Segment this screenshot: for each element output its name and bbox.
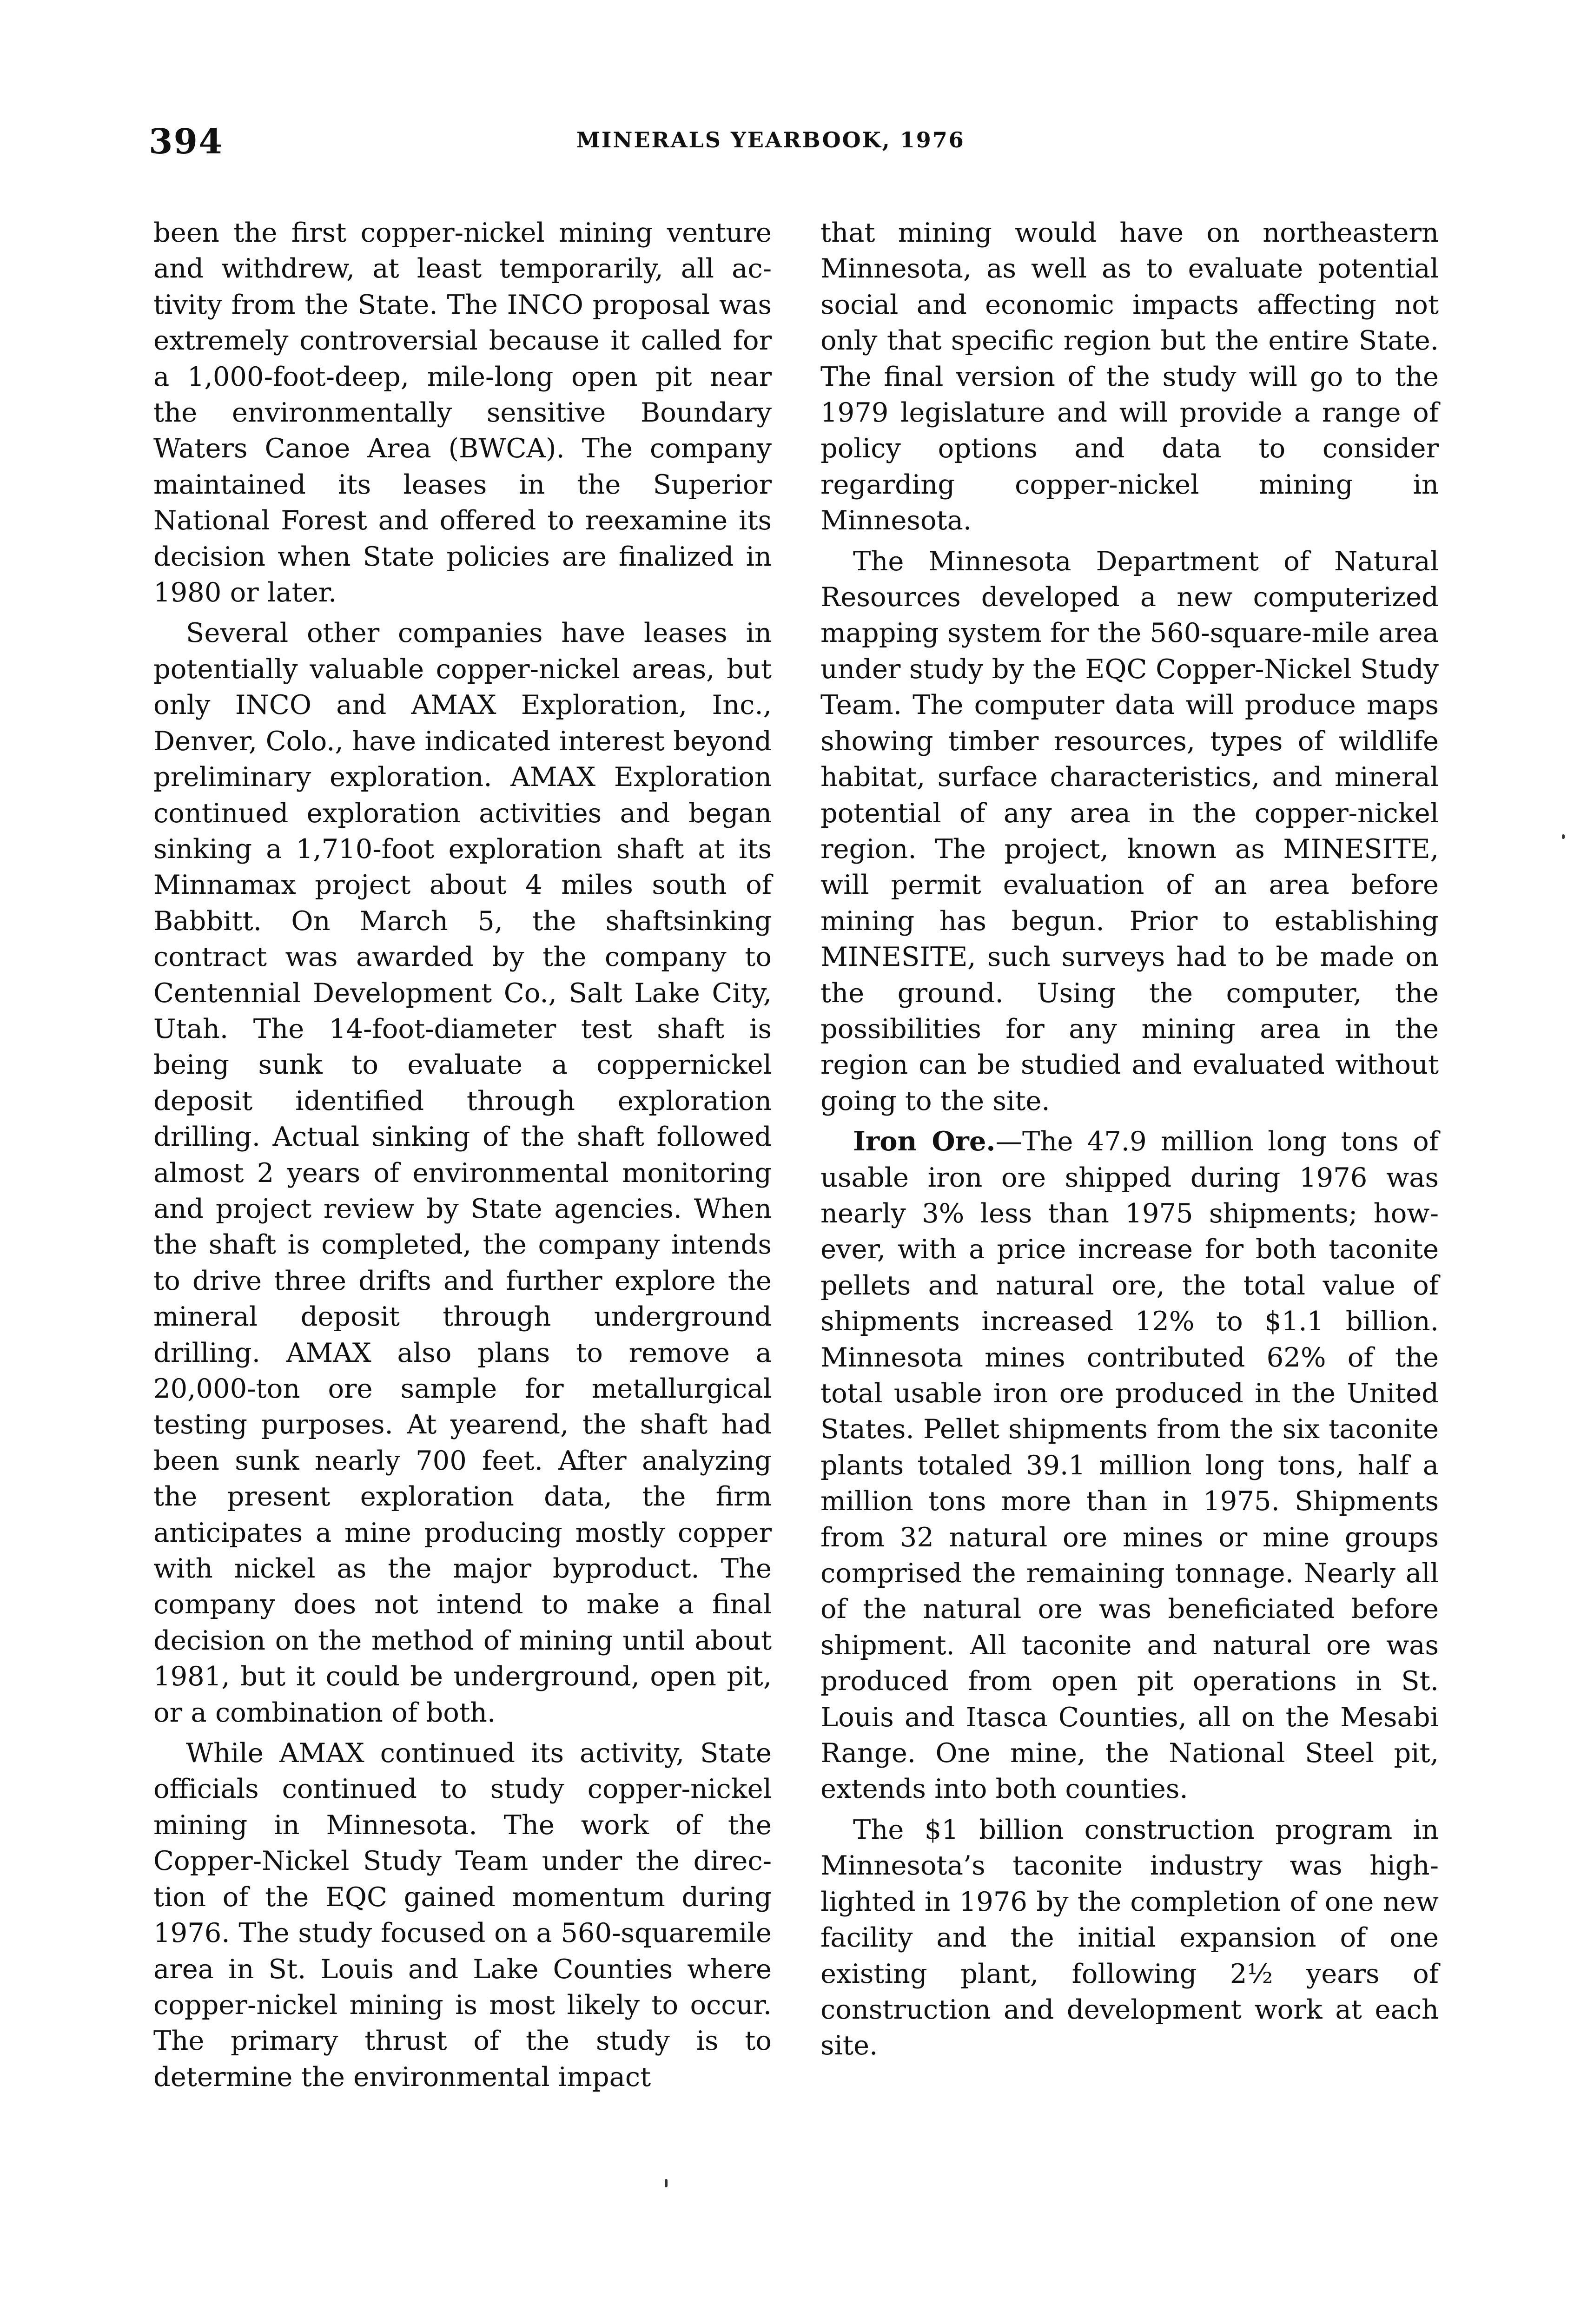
print-speck [665,2179,668,2187]
paragraph-state-study: While AMAX continued its activity, State officials continued to study copper-nickel mining in Minnesota. The work of the Copper-Nickel Study Team under the direction of the EQC gained momentum during 1976. The study focused on a 560-squaremile area in St. Louis and Lake Counties where copper-nickel mining is most likely to occur. The primary thrust of the study is to determine the environmental impact [153,1737,772,2093]
paragraph-taconite-construction: The $1 billion construction program in Minnesota’s taconite industry was highlighted in 1976 by the completion of one new facility and the initial expansion of one existing plant, following 2½ years of construction and development work at each site. [820,1814,1439,2061]
running-title: MINERALS YEARBOOK, 1976 [576,127,965,152]
paragraph-inco-withdrawal: been the first copper-nickel mining venture and withdrew, at least temporarily, all activity from the State. The INCO proposal was extremely controversial because it called for a 1,000-foot-deep, mile-long open pit near the environmentally sensitive Boundary Waters Canoe Area (BWCA). The company maintained its leases in the Superior National Forest and offered to reexamine its decision when State policies are finalized in 1980 or later. [153,217,772,608]
section-heading-iron-ore: Iron Ore. [853,1125,996,1157]
paragraph-iron-ore [820,1123,1439,1807]
iron-ore-body: —The 47.9 million long tons of usable iron ore shipped during 1976 was nearly 3% less than 1975 shipments; however, with a price increase for both taconite pellets and natural ore, the total value of shipments increased 12% to $1.1 billion. Minnesota mines contributed 62% of the total usable iron ore produced in the United States. Pellet shipments from the six taconite plants totaled 39.1 million long tons, half a million tons more than in 1975. Shipments from 32 natural ore mines or mine groups comprised the remaining tonnage. Nearly all of the natural ore was beneficiated before shipment. All taconite and natural ore was produced from open pit operations in St. Louis and Itasca Counties, all on the Mesabi Range. One mine, the National Steel pit, extends into both counties. [820,1126,1439,1805]
paragraph-study-impacts: that mining would have on northeastern Minnesota, as well as to evaluate potential social and economic impacts affecting not only that specific region but the entire State. The final version of the study will go to the 1979 legislature and will provide a range of policy options and data to consider regarding copper-nickel mining in Minnesota. [820,217,1439,536]
page-number: 394 [149,122,224,162]
right-column [820,215,1439,2064]
paragraph-amax-exploration: Several other companies have leases in potentially valuable copper-nickel areas, but only INCO and AMAX Exploration, Inc., Denver, Colo., have indicated interest beyond preliminary exploration. AMAX Exploration continued exploration activities and began sinking a 1,710-foot exploration shaft at its Minnamax project about 4 miles south of Babbitt. On March 5, the shaftsinking contract was awarded by the company to Centennial Development Co., Salt Lake City, Utah. The 14-foot-diameter test shaft is being sunk to evaluate a coppernickel deposit identified through exploration drilling. Actual sinking of the shaft followed almost 2 years of environmental monitoring and project review by State agencies. When the shaft is completed, the company intends to drive three drifts and further explore the mineral deposit through underground drilling. AMAX also plans to remove a 20,000-ton ore sample for metallurgical testing purposes. At yearend, the shaft had been sunk nearly 700 feet. After analyzing the present exploration data, the firm anticipates a mine producing mostly copper with nickel as the major byproduct. The company does not intend to make a final decision on the method of mining until about 1981, but it could be underground, open pit, or a combination of both. [153,617,772,1728]
paragraph-minesite: The Minnesota Department of Natural Resources developed a new computerized mapping system for the 560-square-mile area under study by the EQC Copper-Nickel Study Team. The computer data will produce maps showing timber resources, types of wildlife habitat, surface characteristics, and mineral potential of any area in the copper-nickel region. The project, known as MINESITE, will permit evaluation of an area before mining has begun. Prior to establishing MINESITE, such surveys had to be made on the ground. Using the computer, the possibilities for any mining area in the region can be studied and evaluated without going to the site. [820,545,1439,1116]
print-speck [1562,834,1565,839]
left-column [153,215,772,2095]
